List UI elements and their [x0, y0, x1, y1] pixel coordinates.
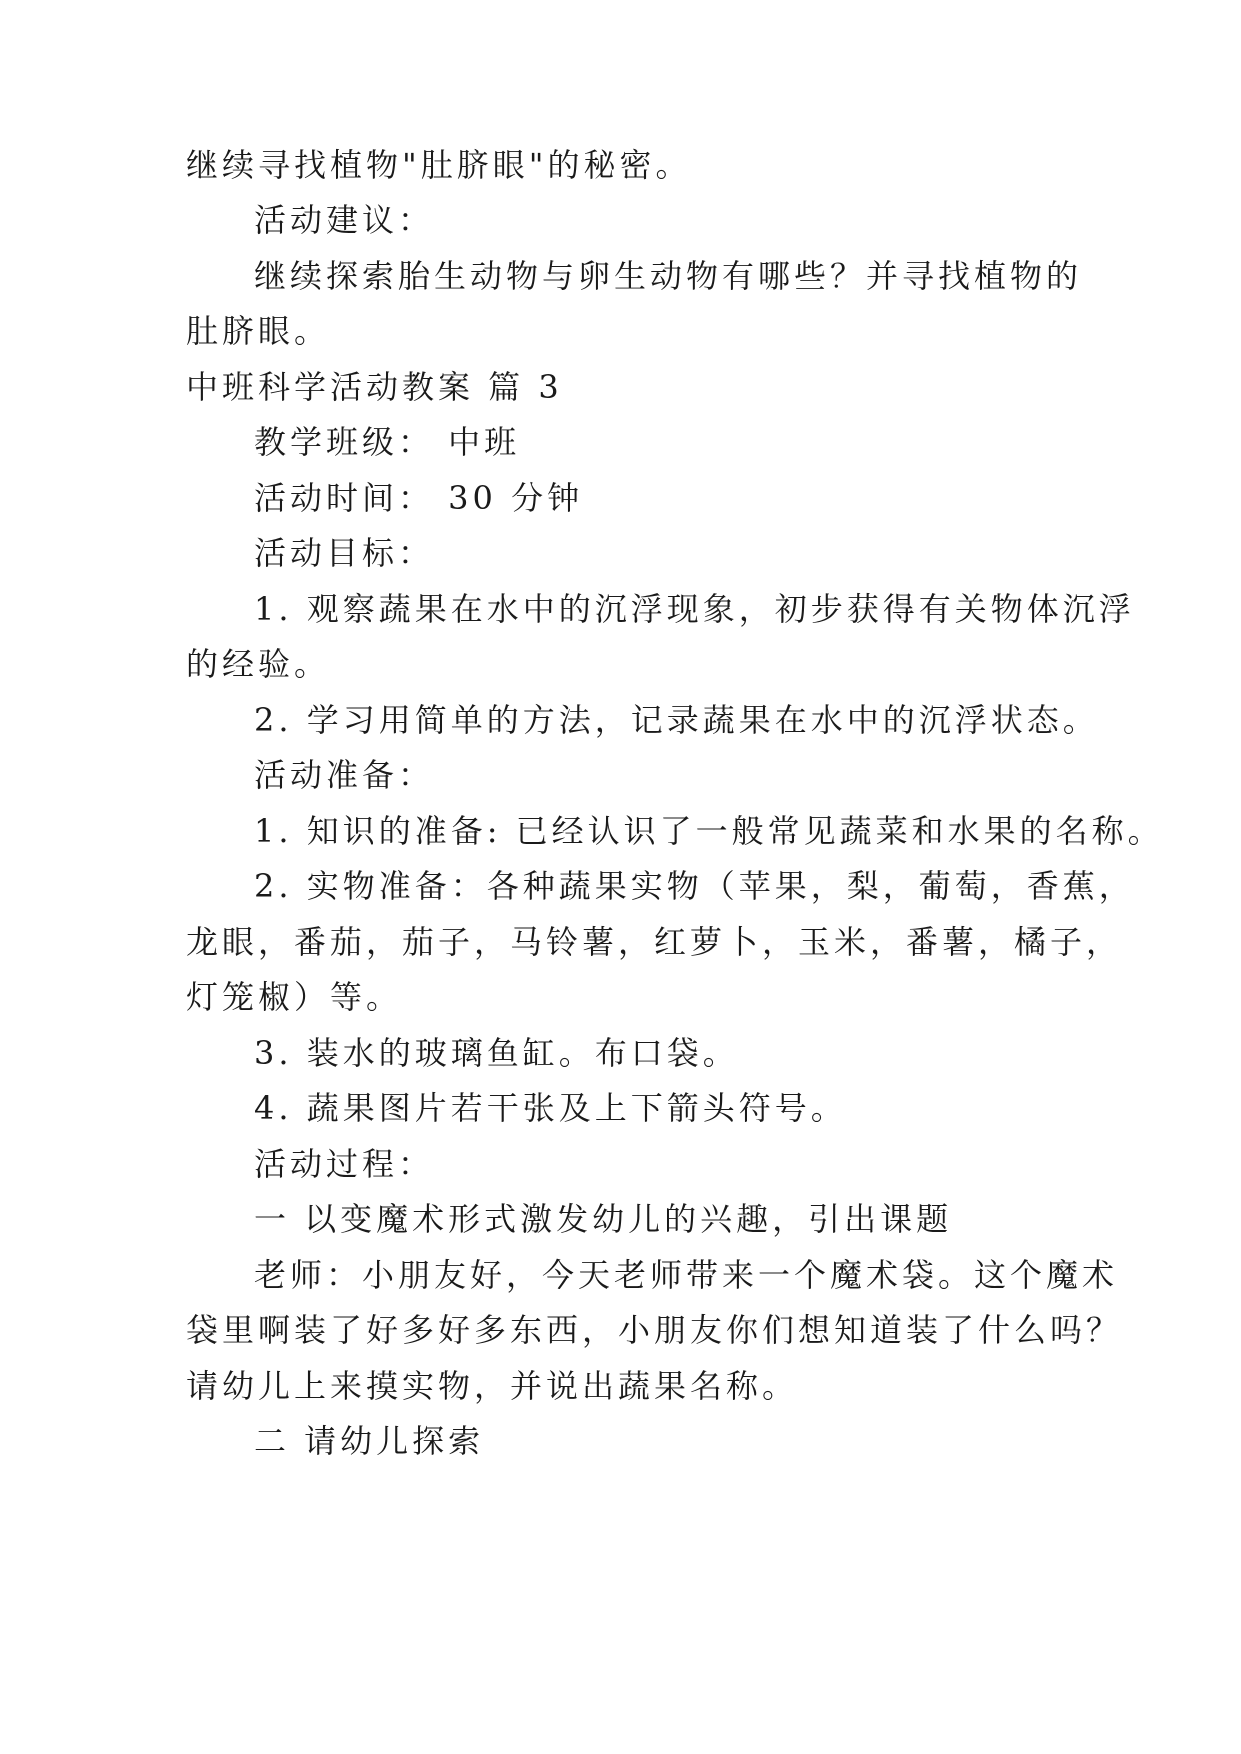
text-line: 袋里啊装了好多好多东西，小朋友你们想知道装了什么吗？ — [186, 1311, 1123, 1349]
section-heading: 中班科学活动教案 篇 3 — [186, 368, 563, 406]
text-line: 3. 装水的玻璃鱼缸。布口袋。 — [254, 1034, 739, 1072]
text-line: 继续寻找植物"肚脐眼"的秘密。 — [186, 146, 692, 184]
text-line: 的经验。 — [186, 645, 331, 683]
text-line: 2. 实物准备：各种蔬果实物（苹果，梨，葡萄，香蕉， — [254, 867, 1135, 905]
text-line: 2. 学习用简单的方法，记录蔬果在水中的沉浮状态。 — [254, 701, 1099, 739]
text-line: 活动目标： — [254, 534, 435, 572]
text-line: 继续探索胎生动物与卵生动物有哪些？并寻找植物的 — [254, 257, 1083, 295]
text-line: 老师：小朋友好，今天老师带来一个魔术袋。这个魔术 — [254, 1256, 1119, 1294]
text-line: 1. 观察蔬果在水中的沉浮现象，初步获得有关物体沉浮 — [254, 590, 1135, 628]
text-line: 教学班级： 中班 — [254, 423, 521, 461]
text-line: 肚脐眼。 — [186, 312, 331, 350]
text-line: 4. 蔬果图片若干张及上下箭头符号。 — [254, 1089, 847, 1127]
text-line: 活动时间： 30 分钟 — [254, 479, 584, 517]
text-line: 活动准备： — [254, 756, 435, 794]
text-line: 龙眼，番茄，茄子，马铃薯，红萝卜，玉米，番薯，橘子， — [186, 923, 1123, 961]
text-line: 活动过程： — [254, 1145, 435, 1183]
text-line: 活动建议： — [254, 201, 435, 239]
text-line: 灯笼椒）等。 — [186, 978, 403, 1016]
text-line: 请幼儿上来摸实物，并说出蔬果名称。 — [186, 1367, 799, 1405]
text-line: 1. 知识的准备: 已经认识了一般常见蔬菜和水果的名称。 — [254, 812, 1164, 850]
text-line: 二 请幼儿探索 — [254, 1422, 485, 1460]
text-line: 一 以变魔术形式激发幼儿的兴趣，引出课题 — [254, 1200, 953, 1238]
